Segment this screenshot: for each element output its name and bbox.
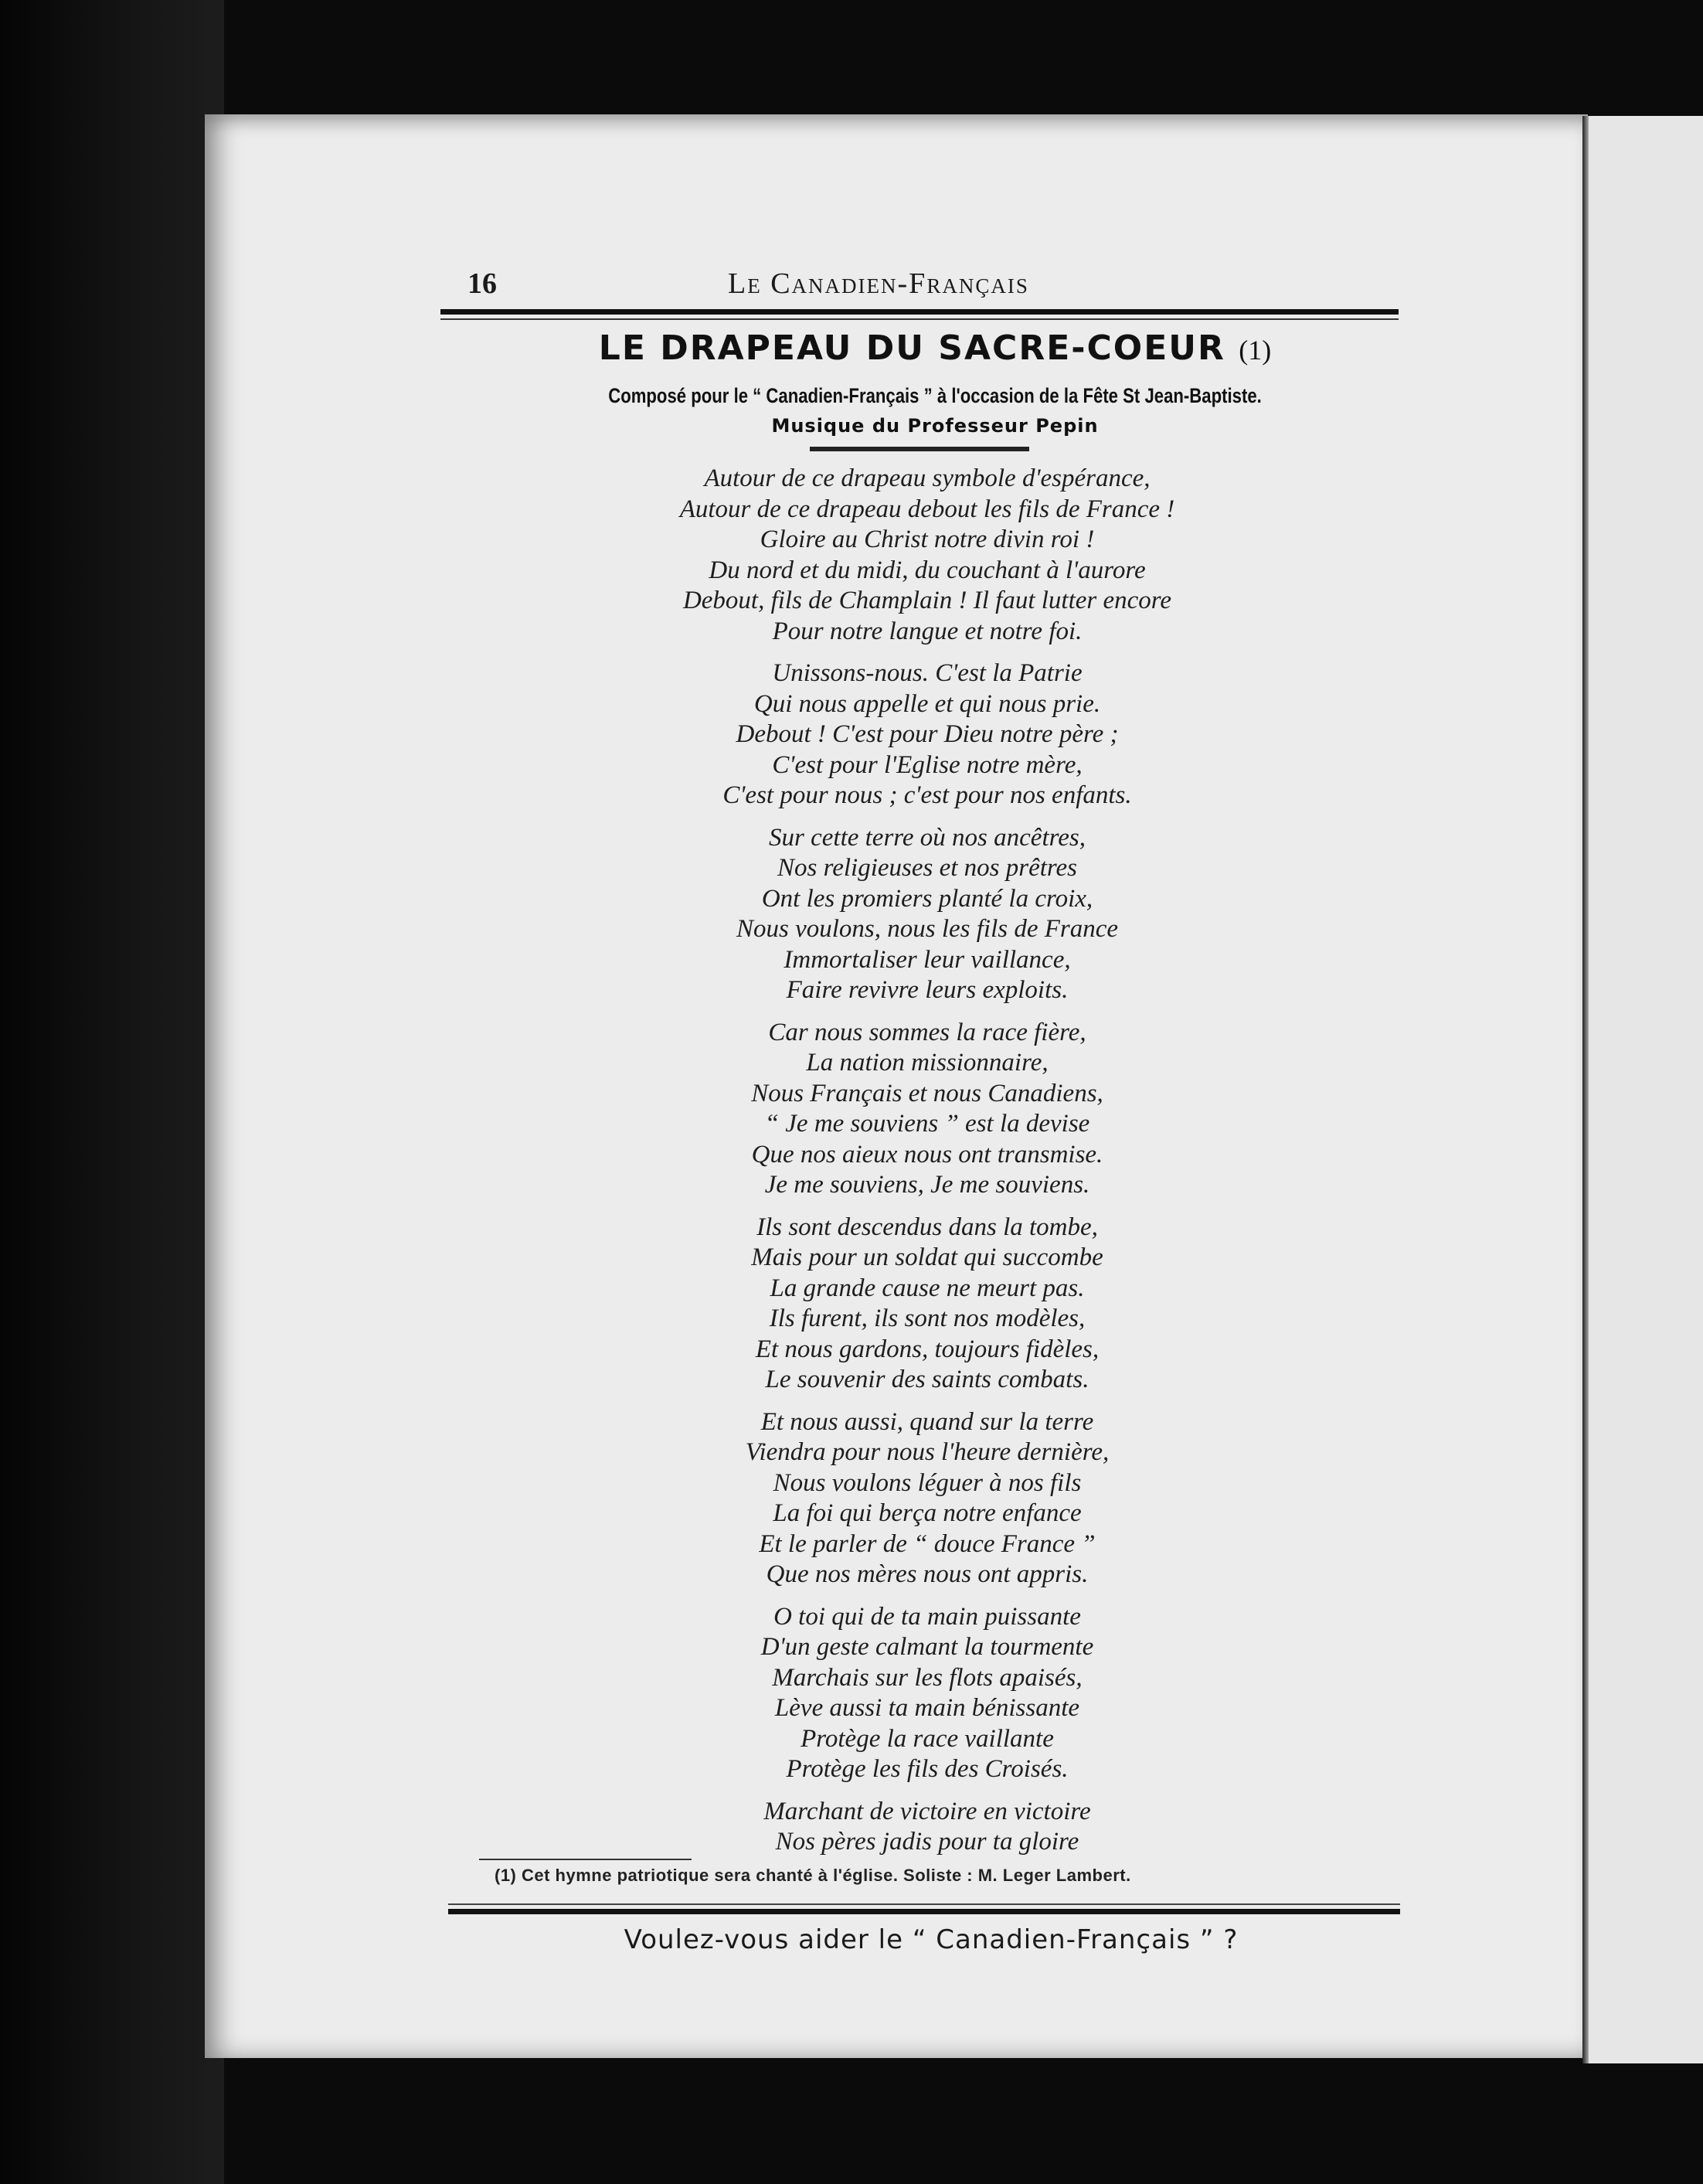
poem-line: Autour de ce drapeau debout les fils de France ! xyxy=(679,495,1175,523)
poem-line: Et nous gardons, toujours fidèles, xyxy=(755,1335,1100,1363)
poem-line: La foi qui berça notre enfance xyxy=(773,1499,1082,1527)
poem-line: D'un geste calmant la tourmente xyxy=(760,1633,1094,1661)
poem-title-block xyxy=(456,328,1414,368)
footnote-rule xyxy=(479,1859,692,1860)
poem-line: C'est pour l'Eglise notre mère, xyxy=(772,750,1083,779)
stanza xyxy=(495,1213,1360,1396)
stanza xyxy=(495,823,1360,1006)
poem-body xyxy=(495,464,1360,1869)
poem-line: Ils furent, ils sont nos modèles, xyxy=(769,1305,1086,1332)
running-title: Le Canadien-Français xyxy=(728,267,1029,300)
poem-line: Car nous sommes la race fière, xyxy=(768,1018,1086,1046)
poem-line: Marchant de victoire en victoire xyxy=(763,1797,1091,1825)
poem-line: Unissons-nous. C'est la Patrie xyxy=(772,659,1083,687)
stanza xyxy=(495,1602,1360,1785)
poem-line: O toi qui de ta main puissante xyxy=(773,1602,1081,1631)
poem-line: Et nous aussi, quand sur la terre xyxy=(760,1407,1094,1436)
stanza xyxy=(495,1018,1360,1201)
poem-line: Qui nous appelle et qui nous prie. xyxy=(753,689,1101,718)
poem-line: Debout, fils de Champlain ! Il faut lutter encore xyxy=(682,587,1172,614)
poem-line: Nous voulons léguer à nos fils xyxy=(773,1468,1082,1497)
poem-line: La nation missionnaire, xyxy=(806,1049,1049,1077)
poem-line: Debout ! C'est pour Dieu notre père ; xyxy=(736,720,1119,748)
poem-line: Le souvenir des saints combats. xyxy=(765,1366,1089,1393)
footer-rule xyxy=(448,1909,1400,1914)
poem-line: Faire revivre leurs exploits. xyxy=(786,976,1069,1004)
poem-line: Du nord et du midi, du couchant à l'aurore xyxy=(709,556,1146,584)
running-header xyxy=(467,267,1399,305)
footer-rule-thin xyxy=(448,1903,1400,1905)
poem-title-text: LE DRAPEAU DU SACRE-COEUR xyxy=(598,328,1225,368)
poem-line: Lève aussi ta main bénissante xyxy=(774,1694,1080,1722)
stanza xyxy=(495,658,1360,811)
stanza xyxy=(495,464,1360,647)
poem-line: Ils sont descendus dans la tombe, xyxy=(756,1213,1098,1241)
poem-line: Que nos aieux nous ont transmise. xyxy=(751,1140,1103,1169)
stanza xyxy=(495,1407,1360,1590)
poem-line: Immortaliser leur vaillance, xyxy=(784,945,1071,974)
poem-line: Je me souviens, Je me souviens. xyxy=(764,1171,1090,1199)
poem-line: “ Je me souviens ” est la devise xyxy=(764,1110,1090,1138)
poem-line: Ont les promiers planté la croix, xyxy=(761,884,1093,913)
appeal-line: Voulez-vous aider le “ Canadien-Français ” ? xyxy=(624,1924,1239,1955)
poem-line: Nous voulons, nous les fils de France xyxy=(736,915,1119,943)
facing-page-edge xyxy=(1589,116,1703,2063)
header-rule xyxy=(440,309,1399,315)
poem-line: Marchais sur les flots apaisés, xyxy=(772,1663,1083,1692)
poem-line: Protège les fils des Croisés. xyxy=(786,1755,1069,1783)
poem-line: Sur cette terre où nos ancêtres, xyxy=(769,823,1086,852)
page-gutter xyxy=(1582,116,1589,2063)
poem-subtitle: Composé pour le “ Canadien-Français ” à l'occasion de la Fête St Jean-Baptiste. xyxy=(608,384,1262,407)
poem-title xyxy=(599,328,1271,368)
footnote: (1) Cet hymne patriotique sera chanté à l'église. Soliste : M. Leger Lambert. xyxy=(495,1866,1131,1885)
stanza xyxy=(495,1797,1360,1858)
poem-line: Protège la race vaillante xyxy=(801,1724,1054,1753)
poem-line: Et le parler de “ douce France ” xyxy=(759,1529,1096,1558)
poem-line: Pour notre langue et notre foi. xyxy=(772,617,1083,645)
title-ornament-rule xyxy=(810,447,1029,451)
music-credit: Musique du Professeur Pepin xyxy=(771,415,1099,437)
poem-line: La grande cause ne meurt pas. xyxy=(770,1274,1085,1302)
poem-line: Gloire au Christ notre divin roi ! xyxy=(760,526,1095,553)
poem-line: Nos pères jadis pour ta gloire xyxy=(775,1828,1079,1856)
header-rule-thin xyxy=(440,318,1399,320)
poem-line: Viendra pour nous l'heure dernière, xyxy=(745,1438,1110,1466)
page-number: 16 xyxy=(467,267,497,300)
poem-line: Nos religieuses et nos prêtres xyxy=(777,854,1078,882)
poem-line: Mais pour un soldat qui succombe xyxy=(751,1243,1103,1271)
poem-line: Que nos mères nous ont appris. xyxy=(766,1560,1089,1588)
footnote-reference: (1) xyxy=(1239,335,1272,366)
poem-line: C'est pour nous ; c'est pour nos enfants. xyxy=(722,781,1132,809)
scan-border xyxy=(0,0,224,2184)
poem-line: Nous Français et nous Canadiens, xyxy=(751,1079,1103,1107)
poem-line: Autour de ce drapeau symbole d'espérance, xyxy=(704,464,1151,492)
